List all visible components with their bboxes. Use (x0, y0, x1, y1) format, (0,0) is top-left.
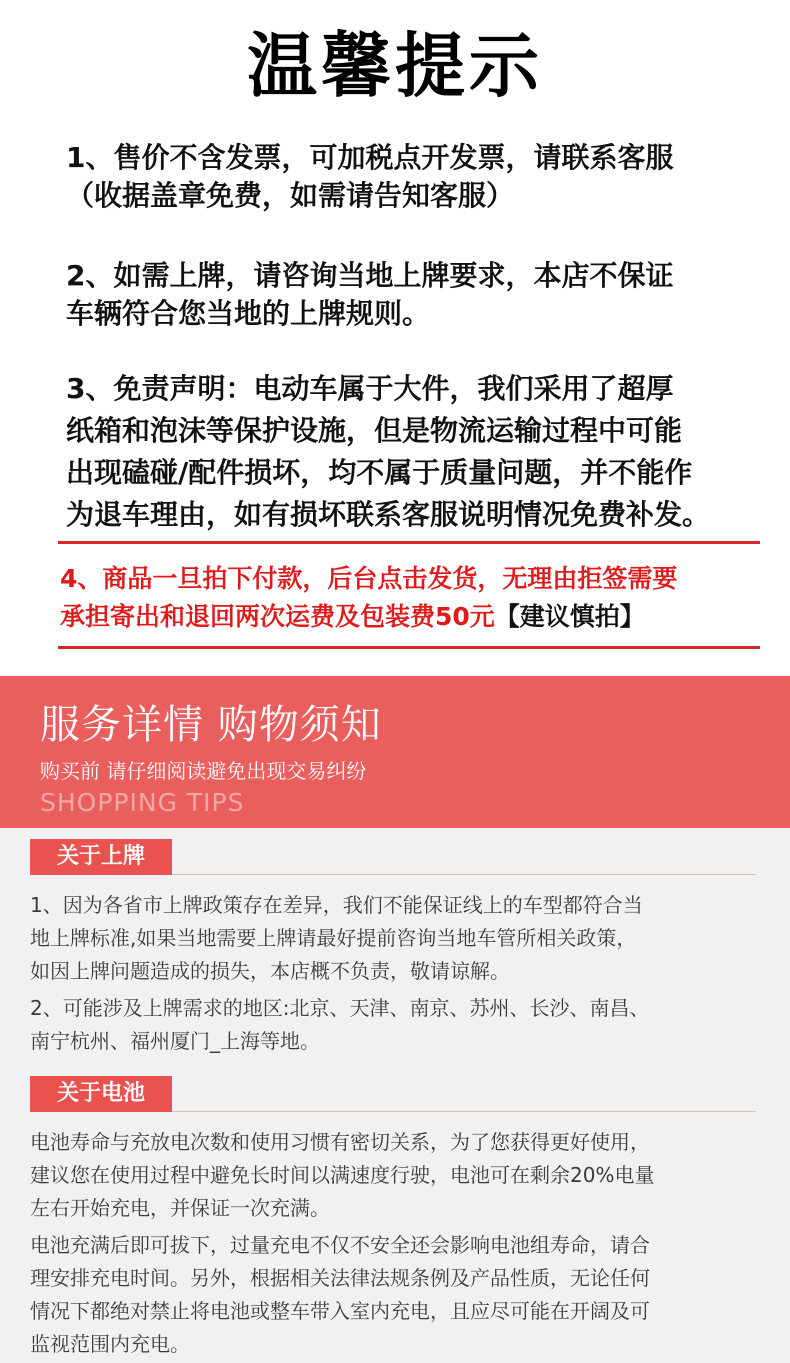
text-line: 电池充满后即可拔下，过量充电不仅不安全还会影响电池组寿命，请合 (30, 1233, 650, 1257)
text-line: 如因上牌问题造成的损失，本店概不负责，敬请谅解。 (30, 959, 510, 983)
notice-item-3-line: 为退车理由，如有损坏联系客服说明情况免费补发。 (66, 498, 711, 531)
battery-paragraph-1 (30, 1126, 780, 1225)
notice-title: 温馨提示 (247, 25, 543, 107)
text-line: 左右开始充电，并保证一次充满。 (30, 1196, 330, 1220)
plate-tag-underline (172, 874, 756, 875)
notice-item-1-line: 1、售价不含发票，可加税点开发票，请联系客服 (66, 141, 674, 174)
banner-heading: 服务详情 购物须知 (40, 702, 382, 748)
notice-item-2 (66, 257, 766, 333)
notice-item-4-line (60, 598, 770, 636)
notice-item-3-line: 纸箱和泡沫等保护设施，但是物流运输过程中可能 (66, 414, 683, 447)
notice-item-1-line: （收据盖章免费，如需请告知客服） (66, 179, 515, 212)
notice-item-3-line: 出现磕碰/配件损坏，均不属于质量问题，并不能作 (66, 456, 693, 489)
notice-item-3-line: 3、免责声明：电动车属于大件，我们采用了超厚 (66, 372, 674, 405)
text-line: 建议您在使用过程中避免长时间以满速度行驶，电池可在剩余20%电量 (30, 1163, 655, 1187)
battery-paragraph-2 (30, 1229, 780, 1361)
notice-item-2-line: 车辆符合您当地的上牌规则。 (66, 297, 431, 330)
banner-english-title: SHOPPING TIPS (40, 788, 245, 817)
notice-item-4-red-text: 承担寄出和退回两次运费及包装费50元 (60, 602, 495, 631)
banner-subtitle: 购买前 请仔细阅读避免出现交易纠纷 (40, 759, 367, 783)
divider-bottom (58, 646, 760, 649)
battery-tag-underline (172, 1111, 756, 1112)
text-line: 2、可能涉及上牌需求的地区:北京、天津、南京、苏州、长沙、南昌、 (30, 996, 650, 1020)
warm-notice-section (0, 0, 790, 676)
text-line: 地上牌标准,如果当地需要上牌请最好提前咨询当地车管所相关政策， (30, 926, 637, 950)
plate-paragraph-1 (30, 889, 780, 988)
battery-section-tag: 关于电池 (30, 1076, 172, 1112)
notice-item-4-advice: 【建议慎拍】 (494, 602, 645, 631)
plate-paragraph-2 (30, 992, 780, 1058)
text-line: 情况下都绝对禁止将电池或整车带入室内充电，且应尽可能在开阔及可 (30, 1299, 650, 1323)
text-line: 南宁杭州、福州厦门_上海等地。 (30, 1029, 320, 1053)
text-line: 1、因为各省市上牌政策存在差异，我们不能保证线上的车型都符合当 (30, 893, 643, 917)
text-line: 监视范围内充电。 (30, 1332, 190, 1356)
text-line: 理安排充电时间。另外，根据相关法律法规条例及产品性质，无论任何 (30, 1266, 650, 1290)
text-line: 电池寿命与充放电次数和使用习惯有密切关系，为了您获得更好使用， (30, 1130, 650, 1154)
service-details-panel (0, 828, 790, 1363)
notice-item-1 (66, 139, 766, 215)
shopping-tips-banner (0, 676, 790, 828)
plate-section-tag: 关于上牌 (30, 839, 172, 875)
notice-item-2-line: 2、如需上牌，请咨询当地上牌要求，本店不保证 (66, 259, 674, 292)
notice-item-4 (60, 560, 770, 636)
divider-top (58, 541, 760, 544)
notice-item-4-line: 4、商品一旦拍下付款，后台点击发货，无理由拒签需要 (60, 564, 678, 593)
notice-item-3 (66, 368, 766, 536)
